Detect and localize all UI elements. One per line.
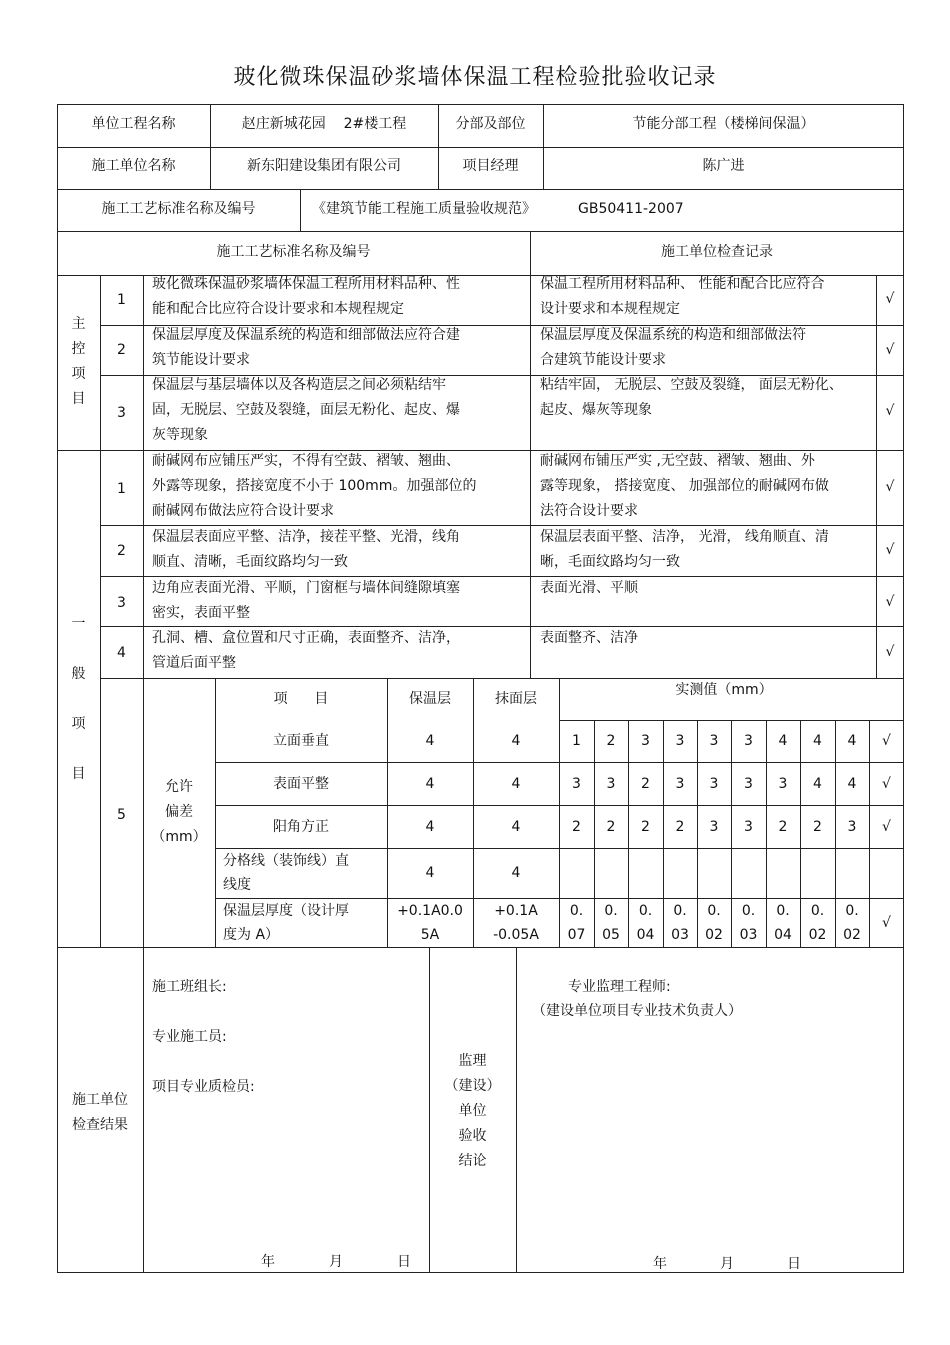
main-item-no: 2 [117, 342, 126, 358]
contractor-label: 施工单位名称 [91, 158, 176, 174]
measured-value: 0. 02 [808, 902, 827, 943]
date-year: 年 [653, 1256, 667, 1272]
column-header-standard: 施工工艺标准名称及编号 [216, 244, 371, 260]
tolerance-row-name: 表面平整 [273, 775, 329, 792]
tolerance-insulation-value: +0.1A0.0 5A [397, 902, 463, 943]
measured-value: 0. 03 [739, 902, 758, 943]
tolerance-insulation-value: 4 [425, 775, 435, 792]
date-month: 月 [329, 1254, 343, 1270]
measured-value: 3 [778, 775, 788, 792]
measured-value: 0. 07 [567, 902, 586, 943]
tolerance-row-name: 阳角方正 [273, 818, 329, 835]
date-day: 日 [397, 1254, 411, 1270]
manager-value: 陈广进 [702, 158, 745, 174]
general-item-record: 表面整齐、洁净 [540, 630, 638, 646]
check-mark: √ [885, 291, 895, 307]
check-mark: √ [885, 542, 895, 558]
manager-label: 项目经理 [462, 158, 519, 174]
team-leader-label: 施工班组长: [152, 979, 227, 995]
measured-value: 2 [641, 775, 650, 792]
contractor-value: 新东阳建设集团有限公司 [247, 158, 401, 174]
section-label: 分部及部位 [455, 116, 526, 132]
measured-value: 4 [847, 775, 857, 792]
measured-value: 2 [778, 818, 788, 835]
check-mark: √ [885, 479, 895, 495]
check-mark: √ [882, 818, 891, 835]
tolerance-col-measured: 实测值（mm） [675, 682, 773, 698]
tolerance-row-name: 立面垂直 [273, 733, 329, 749]
worker-label: 专业施工员: [152, 1029, 227, 1045]
tolerance-row-name: 保温层厚度（设计厚 度为 A） [223, 902, 349, 943]
general-item-requirement: 孔洞、槽、盒位置和尺寸正确，表面整齐、洁净， 管道后面平整 [152, 630, 460, 671]
tolerance-plaster-value: 4 [511, 733, 521, 749]
tolerance-col-item: 项 目 [273, 691, 329, 707]
page-title: 玻化微珠保温砂浆墙体保温工程检验批验收记录 [233, 65, 717, 90]
check-mark: √ [882, 914, 891, 931]
measured-value: 2 [606, 818, 616, 835]
tolerance-item-no: 5 [117, 807, 126, 823]
check-mark: √ [885, 594, 895, 610]
measured-value: 3 [641, 733, 650, 749]
standard-code: GB50411-2007 [578, 201, 684, 217]
column-header-record: 施工单位检查记录 [661, 244, 773, 260]
section-value: 节能分部工程（楼梯间保温） [632, 116, 815, 132]
main-item-no: 3 [117, 405, 126, 421]
main-control-label: 主 控 项 目 [71, 316, 86, 407]
measured-value: 0. 04 [636, 902, 655, 943]
check-mark: √ [882, 733, 891, 749]
measured-value: 4 [778, 733, 788, 749]
general-item-record: 耐碱网布铺压严实 ,无空鼓、褶皱、翘曲、外 露等现象， 搭接宽度、 加强部位的耐碱网布做 法符合设计要求 [540, 453, 829, 519]
date-year: 年 [261, 1254, 275, 1270]
measured-value: 0. 02 [705, 902, 723, 943]
general-item-no: 4 [117, 645, 126, 661]
general-item-no: 2 [117, 543, 126, 559]
general-item-record: 表面光滑、平顺 [540, 580, 638, 596]
general-item-requirement: 耐碱网布应铺压严实，不得有空鼓、褶皱、翘曲、 外露等现象，搭接宽度不小于 100mm。加强部位的 耐碱网布做法应符合设计要求 [152, 453, 477, 519]
main-item-requirement: 保温层厚度及保温系统的构造和细部做法应符合建 筑节能设计要求 [152, 327, 460, 368]
measured-value: 2 [572, 818, 581, 835]
unit-project-label: 单位工程名称 [91, 116, 176, 132]
inspector-label: 项目专业质检员: [152, 1079, 255, 1095]
tolerance-plaster-value: 4 [511, 775, 521, 792]
tolerance-insulation-value: 4 [425, 733, 435, 749]
general-item-record: 保温层表面平整、洁净， 光滑， 线角顺直、清 晰，毛面纹路均匀一致 [540, 529, 829, 570]
measured-value: 3 [675, 775, 685, 792]
date-day: 日 [787, 1256, 801, 1272]
measured-value: 3 [744, 818, 753, 835]
measured-value: 3 [847, 818, 857, 835]
main-item-record: 粘结牢固， 无脱层、空鼓及裂缝， 面层无粉化、 起皮、爆灰等现象 [540, 377, 843, 418]
tolerance-plaster-value: 4 [511, 818, 521, 835]
unit-project-value: 赵庄新城花园 2#楼工程 [241, 116, 407, 132]
check-mark: √ [882, 775, 891, 792]
measured-value: 4 [813, 733, 822, 749]
measured-value: 0. 03 [671, 902, 689, 943]
measured-value: 2 [675, 818, 685, 835]
main-item-record: 保温工程所用材料品种、 性能和配合比应符合 设计要求和本规程规定 [540, 276, 825, 317]
measured-value: 1 [572, 733, 581, 749]
general-item-requirement: 保温层表面应平整、洁净，接茬平整、光滑，线角 顺直、清晰，毛面纹路均匀一致 [152, 529, 460, 570]
tolerance-col-plaster: 抹面层 [495, 691, 537, 707]
general-item-no: 3 [117, 595, 126, 611]
tolerance-plaster-value: +0.1A -0.05A [493, 902, 539, 943]
measured-value: 0. 05 [602, 902, 620, 943]
result-label: 施工单位 检查结果 [72, 1092, 128, 1133]
supervision-label: 监理 （建设） 单位 验收 结论 [444, 1053, 501, 1169]
measured-value: 3 [744, 733, 753, 749]
date-month: 月 [720, 1256, 734, 1272]
main-item-requirement: 保温层与基层墙体以及各构造层之间必须粘结牢 固，无脱层、空鼓及裂缝，面层无粉化、起皮、爆 灰等现象 [152, 377, 460, 443]
measured-value: 0. 04 [774, 902, 792, 943]
measured-value: 2 [641, 818, 650, 835]
general-label: 一 般 项 目 [71, 616, 86, 782]
measured-value: 3 [709, 818, 719, 835]
standard-value: 《建筑节能工程施工质量验收规范》 [312, 201, 536, 217]
measured-value: 3 [709, 733, 719, 749]
tolerance-label: 允许 偏差 （mm） [151, 779, 207, 845]
engineer-label: 专业监理工程师: [568, 979, 671, 995]
measured-value: 0. 02 [843, 902, 861, 943]
tolerance-insulation-value: 4 [425, 865, 435, 881]
engineer-note: （建设单位项目专业技术负责人） [532, 1003, 742, 1019]
measured-value: 3 [675, 733, 685, 749]
measured-value: 2 [813, 818, 822, 835]
standard-label: 施工工艺标准名称及编号 [101, 201, 256, 217]
general-item-requirement: 边角应表面光滑、平顺，门窗框与墙体间缝隙填塞 密实，表面平整 [152, 580, 460, 621]
measured-value: 4 [847, 733, 857, 749]
general-item-no: 1 [117, 481, 126, 497]
tolerance-col-insulation: 保温层 [409, 691, 451, 707]
check-mark: √ [885, 403, 895, 419]
main-item-requirement: 玻化微珠保温砂浆墙体保温工程所用材料品种、性 能和配合比应符合设计要求和本规程规定 [152, 276, 460, 317]
check-mark: √ [885, 342, 895, 358]
measured-value: 3 [709, 775, 719, 792]
main-item-no: 1 [117, 292, 126, 308]
measured-value: 3 [606, 775, 616, 792]
main-item-record: 保温层厚度及保温系统的构造和细部做法符 合建筑节能设计要求 [540, 327, 806, 368]
tolerance-row-name: 分格线（装饰线）直 线度 [223, 853, 349, 893]
measured-value: 3 [572, 775, 581, 792]
measured-value: 2 [606, 733, 616, 749]
measured-value: 4 [813, 775, 822, 792]
check-mark: √ [885, 644, 895, 660]
tolerance-insulation-value: 4 [425, 818, 435, 835]
measured-value: 3 [744, 775, 753, 792]
tolerance-plaster-value: 4 [511, 865, 521, 881]
